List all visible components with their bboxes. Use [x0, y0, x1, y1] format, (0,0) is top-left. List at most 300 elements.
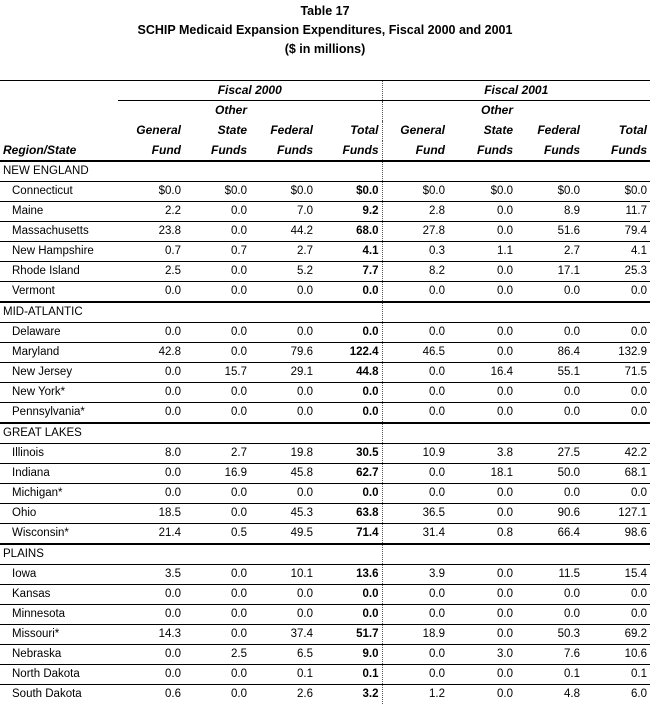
value-cell: 0.0 [516, 281, 583, 302]
table-row [0, 261, 650, 281]
column-header-cell: Funds [583, 141, 650, 161]
state-name: Iowa [0, 564, 118, 584]
value-cell: 0.0 [382, 644, 448, 664]
value-cell: 0.0 [583, 322, 650, 342]
column-header-cell [382, 101, 448, 121]
value-cell: 0.0 [448, 483, 516, 503]
fiscal-year-header-row [0, 81, 650, 101]
value-cell: 79.6 [250, 342, 316, 362]
value-cell: 45.3 [250, 503, 316, 523]
value-cell: 0.0 [448, 564, 516, 584]
state-name: New Jersey [0, 362, 118, 382]
value-cell: 50.3 [516, 624, 583, 644]
value-cell: 1.1 [448, 241, 516, 261]
value-cell: 19.8 [250, 443, 316, 463]
column-header-cell: General [118, 121, 184, 141]
value-cell: 3.9 [382, 564, 448, 584]
region-blank-cell [184, 544, 250, 565]
value-cell: 0.0 [118, 483, 184, 503]
value-cell: 27.5 [516, 443, 583, 463]
column-header-cell: Total [583, 121, 650, 141]
value-cell: 0.0 [448, 261, 516, 281]
value-cell: 0.0 [583, 281, 650, 302]
value-cell: 3.8 [448, 443, 516, 463]
state-name: Vermont [0, 281, 118, 302]
value-cell: 0.0 [448, 584, 516, 604]
column-header-cell: Funds [448, 141, 516, 161]
column-header-cell: Funds [516, 141, 583, 161]
value-cell: 98.6 [583, 523, 650, 544]
region-name: GREAT LAKES [0, 423, 118, 444]
region-blank-cell [516, 544, 583, 565]
value-cell: 0.0 [448, 604, 516, 624]
state-name: Massachusetts [0, 221, 118, 241]
state-name: Indiana [0, 463, 118, 483]
value-cell: 0.1 [516, 664, 583, 684]
state-name: New Hampshire [0, 241, 118, 261]
value-cell: 55.1 [516, 362, 583, 382]
table-row [0, 684, 650, 704]
value-cell: 9.0 [316, 644, 382, 664]
region-header-row [0, 161, 650, 182]
value-cell: 16.9 [184, 463, 250, 483]
table-row [0, 483, 650, 503]
region-blank-cell [184, 302, 250, 323]
table-row [0, 523, 650, 544]
column-header-cell: State [184, 121, 250, 141]
value-cell: 0.5 [184, 523, 250, 544]
value-cell: 0.0 [382, 584, 448, 604]
value-cell: 8.9 [516, 201, 583, 221]
region-header-row [0, 423, 650, 444]
region-blank-cell [583, 302, 650, 323]
state-name: Connecticut [0, 181, 118, 201]
region-blank-cell [382, 161, 448, 182]
table-row [0, 564, 650, 584]
region-blank-cell [316, 544, 382, 565]
value-cell: 0.0 [118, 322, 184, 342]
value-cell: 0.0 [184, 382, 250, 402]
value-cell: 68.0 [316, 221, 382, 241]
value-cell: 0.0 [316, 322, 382, 342]
value-cell: 46.5 [382, 342, 448, 362]
value-cell: 7.7 [316, 261, 382, 281]
region-blank-cell [382, 423, 448, 444]
value-cell: 0.0 [382, 402, 448, 423]
region-blank-cell [316, 161, 382, 182]
table-row [0, 503, 650, 523]
column-header-cell: Fund [382, 141, 448, 161]
table-row [0, 362, 650, 382]
value-cell: 18.5 [118, 503, 184, 523]
column-header-cell: Federal [516, 121, 583, 141]
value-cell: 0.7 [118, 241, 184, 261]
value-cell: 0.0 [118, 604, 184, 624]
value-cell: 37.4 [250, 624, 316, 644]
column-header-cell: State [448, 121, 516, 141]
region-blank-cell [250, 161, 316, 182]
state-name: Maryland [0, 342, 118, 362]
state-name: Delaware [0, 322, 118, 342]
value-cell: $0.0 [250, 181, 316, 201]
state-name: Pennsylvania* [0, 402, 118, 423]
region-blank-cell [448, 544, 516, 565]
column-header-cell: General [382, 121, 448, 141]
value-cell: 71.4 [316, 523, 382, 544]
column-header-cell [316, 101, 382, 121]
table-row [0, 664, 650, 684]
value-cell: 6.0 [583, 684, 650, 704]
region-blank-cell [448, 161, 516, 182]
value-cell: 18.1 [448, 463, 516, 483]
value-cell: 2.5 [184, 644, 250, 664]
value-cell: 0.0 [382, 362, 448, 382]
region-blank-cell [583, 161, 650, 182]
value-cell: 13.6 [316, 564, 382, 584]
header-blank-cell [0, 81, 118, 101]
value-cell: 0.0 [184, 322, 250, 342]
value-cell: 0.0 [184, 503, 250, 523]
value-cell: 2.5 [118, 261, 184, 281]
value-cell: 0.0 [184, 221, 250, 241]
column-header-cell [0, 101, 118, 121]
state-name: Missouri* [0, 624, 118, 644]
column-header-cell: Total [316, 121, 382, 141]
value-cell: 21.4 [118, 523, 184, 544]
value-cell: 0.0 [184, 402, 250, 423]
column-header-cell: Other [184, 101, 250, 121]
region-blank-cell [583, 423, 650, 444]
value-cell: 7.0 [250, 201, 316, 221]
table-row [0, 241, 650, 261]
column-header-cell: Funds [184, 141, 250, 161]
value-cell: 49.5 [250, 523, 316, 544]
table-row [0, 382, 650, 402]
column-header-cell [583, 101, 650, 121]
table-body [0, 81, 650, 704]
value-cell: 3.2 [316, 684, 382, 704]
value-cell: 0.0 [382, 604, 448, 624]
state-name: North Dakota [0, 664, 118, 684]
value-cell: 0.0 [118, 644, 184, 664]
table-row [0, 402, 650, 423]
value-cell: 27.8 [382, 221, 448, 241]
value-cell: 0.0 [583, 604, 650, 624]
value-cell: 0.7 [184, 241, 250, 261]
column-header-cell: Funds [316, 141, 382, 161]
expenditures-table [0, 80, 650, 704]
value-cell: 0.0 [184, 342, 250, 362]
value-cell: 42.2 [583, 443, 650, 463]
value-cell: 0.0 [583, 584, 650, 604]
value-cell: 10.1 [250, 564, 316, 584]
region-blank-cell [250, 544, 316, 565]
value-cell: 0.0 [316, 281, 382, 302]
fiscal-2001-header: Fiscal 2001 [382, 81, 650, 101]
value-cell: 31.4 [382, 523, 448, 544]
value-cell: 3.5 [118, 564, 184, 584]
state-name: Michigan* [0, 483, 118, 503]
value-cell: 0.0 [448, 382, 516, 402]
value-cell: 2.6 [250, 684, 316, 704]
value-cell: 0.0 [516, 382, 583, 402]
value-cell: 18.9 [382, 624, 448, 644]
value-cell: 2.7 [250, 241, 316, 261]
value-cell: 0.0 [118, 362, 184, 382]
column-header-cell [0, 121, 118, 141]
value-cell: 2.7 [516, 241, 583, 261]
value-cell: 15.7 [184, 362, 250, 382]
region-blank-cell [118, 423, 184, 444]
value-cell: 0.0 [382, 382, 448, 402]
value-cell: 30.5 [316, 443, 382, 463]
region-blank-cell [250, 423, 316, 444]
value-cell: 3.0 [448, 644, 516, 664]
value-cell: 0.1 [250, 664, 316, 684]
region-blank-cell [516, 302, 583, 323]
value-cell: 68.1 [583, 463, 650, 483]
table-row [0, 281, 650, 302]
column-header-cell: Funds [250, 141, 316, 161]
value-cell: 0.0 [316, 483, 382, 503]
value-cell: 29.1 [250, 362, 316, 382]
column-header-row [0, 101, 650, 121]
region-header-row [0, 302, 650, 323]
region-blank-cell [516, 423, 583, 444]
state-name: Kansas [0, 584, 118, 604]
table-row [0, 322, 650, 342]
table-number: Table 17 [0, 2, 650, 21]
value-cell: $0.0 [184, 181, 250, 201]
value-cell: 2.7 [184, 443, 250, 463]
value-cell: 0.0 [118, 664, 184, 684]
region-blank-cell [316, 423, 382, 444]
value-cell: 11.5 [516, 564, 583, 584]
value-cell: 10.9 [382, 443, 448, 463]
table-row [0, 221, 650, 241]
table-row [0, 443, 650, 463]
value-cell: 4.8 [516, 684, 583, 704]
value-cell: 10.6 [583, 644, 650, 664]
value-cell: 6.5 [250, 644, 316, 664]
value-cell: 0.0 [118, 281, 184, 302]
table-row [0, 624, 650, 644]
region-name: PLAINS [0, 544, 118, 565]
value-cell: 0.0 [583, 483, 650, 503]
column-header-cell: Region/State [0, 141, 118, 161]
region-header-row [0, 544, 650, 565]
state-name: Minnesota [0, 604, 118, 624]
value-cell: 2.2 [118, 201, 184, 221]
value-cell: 0.0 [382, 281, 448, 302]
value-cell: 5.2 [250, 261, 316, 281]
value-cell: 0.0 [382, 664, 448, 684]
column-header-cell [118, 101, 184, 121]
value-cell: 7.6 [516, 644, 583, 664]
region-name: NEW ENGLAND [0, 161, 118, 182]
value-cell: 0.1 [583, 664, 650, 684]
region-blank-cell [448, 423, 516, 444]
value-cell: $0.0 [516, 181, 583, 201]
value-cell: 0.0 [316, 584, 382, 604]
value-cell: 0.0 [250, 604, 316, 624]
value-cell: 63.8 [316, 503, 382, 523]
column-header-cell: Fund [118, 141, 184, 161]
value-cell: 17.1 [516, 261, 583, 281]
column-header-cell [516, 101, 583, 121]
value-cell: 11.7 [583, 201, 650, 221]
value-cell: 25.3 [583, 261, 650, 281]
value-cell: 0.0 [382, 322, 448, 342]
region-blank-cell [382, 544, 448, 565]
value-cell: $0.0 [382, 181, 448, 201]
fiscal-2000-header: Fiscal 2000 [118, 81, 382, 101]
value-cell: 45.8 [250, 463, 316, 483]
value-cell: 62.7 [316, 463, 382, 483]
value-cell: 4.1 [316, 241, 382, 261]
value-cell: 127.1 [583, 503, 650, 523]
table-row [0, 342, 650, 362]
value-cell: 69.2 [583, 624, 650, 644]
value-cell: 71.5 [583, 362, 650, 382]
region-blank-cell [316, 302, 382, 323]
state-name: Rhode Island [0, 261, 118, 281]
column-header-row [0, 141, 650, 161]
region-blank-cell [184, 161, 250, 182]
value-cell: 23.8 [118, 221, 184, 241]
value-cell: 0.6 [118, 684, 184, 704]
value-cell: 0.0 [184, 664, 250, 684]
column-header-cell: Other [448, 101, 516, 121]
value-cell: 0.0 [184, 201, 250, 221]
value-cell: 0.0 [448, 503, 516, 523]
state-name: Maine [0, 201, 118, 221]
value-cell: 0.0 [184, 281, 250, 302]
region-blank-cell [118, 544, 184, 565]
value-cell: 0.0 [316, 604, 382, 624]
table-row [0, 463, 650, 483]
value-cell: 42.8 [118, 342, 184, 362]
region-blank-cell [516, 161, 583, 182]
value-cell: 16.4 [448, 362, 516, 382]
value-cell: 0.0 [448, 281, 516, 302]
value-cell: 0.1 [316, 664, 382, 684]
value-cell: $0.0 [316, 181, 382, 201]
table-title-block [0, 2, 650, 59]
value-cell: 0.0 [516, 483, 583, 503]
value-cell: 0.0 [250, 382, 316, 402]
value-cell: 0.0 [250, 584, 316, 604]
value-cell: 0.0 [448, 402, 516, 423]
column-header-row [0, 121, 650, 141]
value-cell: 0.0 [184, 483, 250, 503]
region-blank-cell [382, 302, 448, 323]
value-cell: 0.0 [448, 221, 516, 241]
table-row [0, 181, 650, 201]
region-blank-cell [118, 302, 184, 323]
value-cell: 44.2 [250, 221, 316, 241]
value-cell: $0.0 [583, 181, 650, 201]
region-blank-cell [118, 161, 184, 182]
value-cell: 90.6 [516, 503, 583, 523]
region-blank-cell [250, 302, 316, 323]
value-cell: 2.8 [382, 201, 448, 221]
region-blank-cell [184, 423, 250, 444]
state-name: Wisconsin* [0, 523, 118, 544]
value-cell: 66.4 [516, 523, 583, 544]
value-cell: 51.7 [316, 624, 382, 644]
value-cell: 0.0 [516, 584, 583, 604]
value-cell: 0.0 [250, 483, 316, 503]
value-cell: 0.3 [382, 241, 448, 261]
value-cell: 0.0 [382, 463, 448, 483]
value-cell: 0.0 [118, 584, 184, 604]
value-cell: 15.4 [583, 564, 650, 584]
value-cell: 86.4 [516, 342, 583, 362]
value-cell: 0.0 [516, 322, 583, 342]
value-cell: 9.2 [316, 201, 382, 221]
value-cell: 36.5 [382, 503, 448, 523]
region-name: MID-ATLANTIC [0, 302, 118, 323]
value-cell: 0.0 [448, 624, 516, 644]
value-cell: 0.0 [448, 664, 516, 684]
value-cell: 1.2 [382, 684, 448, 704]
value-cell: 8.0 [118, 443, 184, 463]
value-cell: 0.0 [516, 604, 583, 624]
value-cell: 0.8 [448, 523, 516, 544]
value-cell: 0.0 [250, 402, 316, 423]
value-cell: 0.0 [118, 382, 184, 402]
value-cell: 0.0 [316, 402, 382, 423]
value-cell: 51.6 [516, 221, 583, 241]
table-units: ($ in millions) [0, 40, 650, 59]
table-row [0, 604, 650, 624]
value-cell: 0.0 [316, 382, 382, 402]
value-cell: 0.0 [448, 342, 516, 362]
value-cell: 0.0 [184, 584, 250, 604]
value-cell: 4.1 [583, 241, 650, 261]
value-cell: 0.0 [516, 402, 583, 423]
state-name: New York* [0, 382, 118, 402]
column-header-cell [250, 101, 316, 121]
value-cell: 0.0 [184, 624, 250, 644]
value-cell: 0.0 [382, 483, 448, 503]
state-name: Illinois [0, 443, 118, 463]
value-cell: 122.4 [316, 342, 382, 362]
region-blank-cell [448, 302, 516, 323]
state-name: South Dakota [0, 684, 118, 704]
value-cell: 14.3 [118, 624, 184, 644]
table-title: SCHIP Medicaid Expansion Expenditures, Fiscal 2000 and 2001 [0, 21, 650, 40]
value-cell: 79.4 [583, 221, 650, 241]
value-cell: 0.0 [184, 261, 250, 281]
value-cell: 0.0 [184, 564, 250, 584]
value-cell: 0.0 [118, 463, 184, 483]
value-cell: 0.0 [583, 402, 650, 423]
state-name: Ohio [0, 503, 118, 523]
value-cell: 0.0 [448, 684, 516, 704]
value-cell: 8.2 [382, 261, 448, 281]
value-cell: $0.0 [448, 181, 516, 201]
value-cell: 0.0 [184, 684, 250, 704]
table-row [0, 644, 650, 664]
value-cell: 0.0 [184, 604, 250, 624]
value-cell: $0.0 [118, 181, 184, 201]
state-name: Nebraska [0, 644, 118, 664]
region-blank-cell [583, 544, 650, 565]
value-cell: 0.0 [118, 402, 184, 423]
value-cell: 0.0 [448, 322, 516, 342]
